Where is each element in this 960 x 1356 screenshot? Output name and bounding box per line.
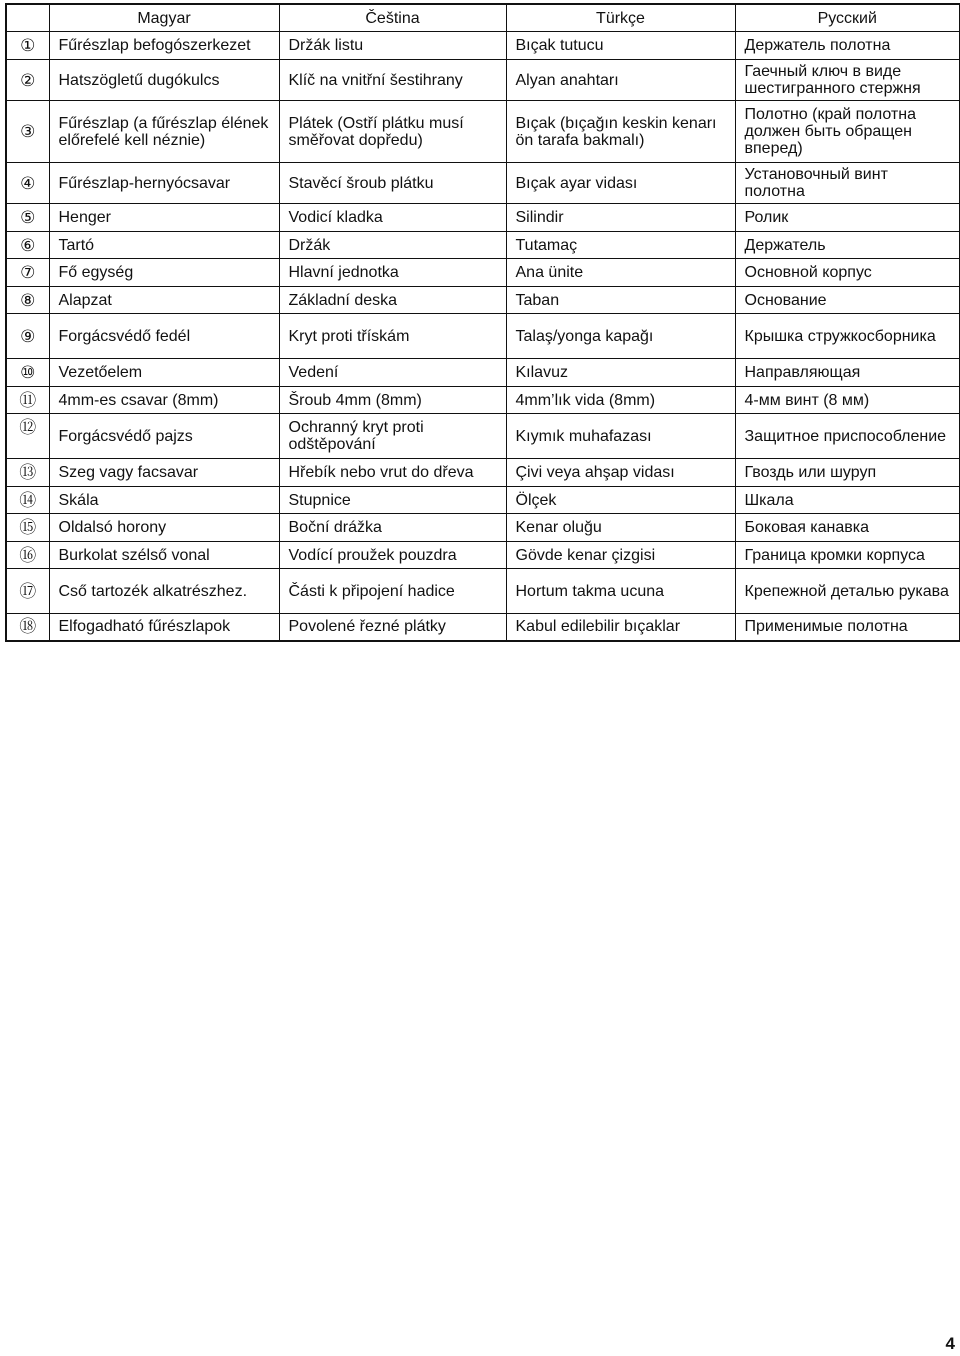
- table-row: [6, 387, 960, 414]
- cell-turkish: Kılavuz: [506, 359, 735, 387]
- table-row: [6, 359, 960, 387]
- cell-turkish: Ana ünite: [506, 259, 735, 287]
- cell-russian: Держатель: [735, 232, 960, 259]
- cell-hungarian: Vezetőelem: [49, 359, 279, 387]
- table-row: [6, 101, 960, 163]
- cell-hungarian: Alapzat: [49, 287, 279, 314]
- item-number: ②: [6, 60, 49, 101]
- cell-czech: Klíč na vnitřní šestihrany: [279, 60, 506, 101]
- table-row: [6, 204, 960, 232]
- cell-russian: Шкала: [735, 487, 960, 514]
- table-row: [6, 259, 960, 287]
- cell-russian: Основание: [735, 287, 960, 314]
- cell-hungarian: Burkolat szélső vonal: [49, 542, 279, 569]
- table-row: [6, 163, 960, 204]
- table-row: [6, 32, 960, 60]
- cell-russian: Гаечный ключ в виде шестигранного стержня: [735, 60, 960, 101]
- cell-russian: Основной корпус: [735, 259, 960, 287]
- cell-hungarian: 4mm-es csavar (8mm): [49, 387, 279, 414]
- cell-czech: Držák listu: [279, 32, 506, 60]
- cell-russian: Гвоздь или шуруп: [735, 459, 960, 487]
- table-row: [6, 314, 960, 359]
- cell-turkish: Ölçek: [506, 487, 735, 514]
- item-number: ⑰: [6, 569, 49, 614]
- cell-russian: Полотно (край полотна должен быть обращен вперед): [735, 101, 960, 163]
- table-row: [6, 287, 960, 314]
- cell-hungarian: Forgácsvédő fedél: [49, 314, 279, 359]
- cell-hungarian: Tartó: [49, 232, 279, 259]
- item-number: ⑬: [6, 459, 49, 487]
- cell-czech: Vodicí kladka: [279, 204, 506, 232]
- cell-russian: Защитное приспособление: [735, 414, 960, 459]
- table-row: [6, 542, 960, 569]
- cell-hungarian: Fűrészlap befogószerkezet: [49, 32, 279, 60]
- header-number: [6, 4, 49, 32]
- cell-russian: Граница кромки корпуса: [735, 542, 960, 569]
- page-number: 4: [945, 1334, 955, 1353]
- item-number: ③: [6, 101, 49, 163]
- cell-hungarian: Fő egység: [49, 259, 279, 287]
- table-row: [6, 459, 960, 487]
- cell-czech: Vedení: [279, 359, 506, 387]
- cell-russian: Применимые полотна: [735, 614, 960, 641]
- cell-turkish: Talaş/yonga kapağı: [506, 314, 735, 359]
- item-number: ⑩: [6, 359, 49, 387]
- cell-hungarian: Fűrészlap (a fűrészlap élének előrefelé kell néznie): [49, 101, 279, 163]
- cell-czech: Základní deska: [279, 287, 506, 314]
- item-number: ⑮: [6, 514, 49, 542]
- header-hungarian: Magyar: [49, 4, 279, 32]
- cell-hungarian: Skála: [49, 487, 279, 514]
- cell-czech: Kryt proti třískám: [279, 314, 506, 359]
- cell-turkish: Bıçak (bıçağın keskin kenarı ön tarafa bakmalı): [506, 101, 735, 163]
- table-row: [6, 569, 960, 614]
- table-row: [6, 487, 960, 514]
- cell-russian: Крышка стружкосборника: [735, 314, 960, 359]
- cell-turkish: Taban: [506, 287, 735, 314]
- cell-turkish: Gövde kenar çizgisi: [506, 542, 735, 569]
- item-number: ⑯: [6, 542, 49, 569]
- cell-czech: Držák: [279, 232, 506, 259]
- item-number: ⑦: [6, 259, 49, 287]
- cell-turkish: Kenar oluğu: [506, 514, 735, 542]
- cell-russian: Ролик: [735, 204, 960, 232]
- item-number: ⑥: [6, 232, 49, 259]
- item-number: ⑨: [6, 314, 49, 359]
- table-row: [6, 60, 960, 101]
- table-row: [6, 414, 960, 459]
- cell-turkish: Kıymık muhafazası: [506, 414, 735, 459]
- header-czech: Čeština: [279, 4, 506, 32]
- cell-turkish: 4mm’lık vida (8mm): [506, 387, 735, 414]
- cell-turkish: Çivi veya ahşap vidası: [506, 459, 735, 487]
- cell-russian: Направляющая: [735, 359, 960, 387]
- cell-turkish: Kabul edilebilir bıçaklar: [506, 614, 735, 641]
- parts-table: [5, 3, 960, 642]
- cell-czech: Povolené řezné plátky: [279, 614, 506, 641]
- cell-czech: Šroub 4mm (8mm): [279, 387, 506, 414]
- cell-czech: Boční drážka: [279, 514, 506, 542]
- cell-turkish: Alyan anahtarı: [506, 60, 735, 101]
- item-number: ⑫: [6, 414, 49, 459]
- cell-czech: Hlavní jednotka: [279, 259, 506, 287]
- cell-czech: Hřebík nebo vrut do dřeva: [279, 459, 506, 487]
- cell-hungarian: Henger: [49, 204, 279, 232]
- cell-hungarian: Fűrészlap-hernyócsavar: [49, 163, 279, 204]
- cell-russian: Боковая канавка: [735, 514, 960, 542]
- header-turkish: Türkçe: [506, 4, 735, 32]
- item-number: ⑤: [6, 204, 49, 232]
- item-number: ⑧: [6, 287, 49, 314]
- table-row: [6, 514, 960, 542]
- cell-czech: Ochranný kryt proti odštěpování: [279, 414, 506, 459]
- cell-czech: Stavěcí šroub plátku: [279, 163, 506, 204]
- cell-turkish: Tutamaç: [506, 232, 735, 259]
- item-number: ④: [6, 163, 49, 204]
- cell-turkish: Hortum takma ucuna: [506, 569, 735, 614]
- cell-hungarian: Cső tartozék alkatrészhez.: [49, 569, 279, 614]
- cell-russian: 4-мм винт (8 мм): [735, 387, 960, 414]
- cell-turkish: Bıçak ayar vidası: [506, 163, 735, 204]
- cell-czech: Části k připojení hadice: [279, 569, 506, 614]
- cell-hungarian: Forgácsvédő pajzs: [49, 414, 279, 459]
- item-number: ①: [6, 32, 49, 60]
- cell-hungarian: Hatszögletű dugókulcs: [49, 60, 279, 101]
- item-number: ⑪: [6, 387, 49, 414]
- cell-hungarian: Oldalsó horony: [49, 514, 279, 542]
- cell-hungarian: Elfogadható fűrészlapok: [49, 614, 279, 641]
- cell-russian: Крепежной деталью рукава: [735, 569, 960, 614]
- cell-czech: Plátek (Ostří plátku musí směřovat dopředu): [279, 101, 506, 163]
- item-number: ⑭: [6, 487, 49, 514]
- cell-hungarian: Szeg vagy facsavar: [49, 459, 279, 487]
- cell-czech: Vodící proužek pouzdra: [279, 542, 506, 569]
- item-number: ⑱: [6, 614, 49, 641]
- header-russian: Русский: [735, 4, 960, 32]
- cell-russian: Держатель полотна: [735, 32, 960, 60]
- cell-russian: Установочный винт полотна: [735, 163, 960, 204]
- header-row: [6, 4, 960, 32]
- cell-czech: Stupnice: [279, 487, 506, 514]
- table-row: [6, 614, 960, 641]
- cell-turkish: Silindir: [506, 204, 735, 232]
- cell-turkish: Bıçak tutucu: [506, 32, 735, 60]
- table-row: [6, 232, 960, 259]
